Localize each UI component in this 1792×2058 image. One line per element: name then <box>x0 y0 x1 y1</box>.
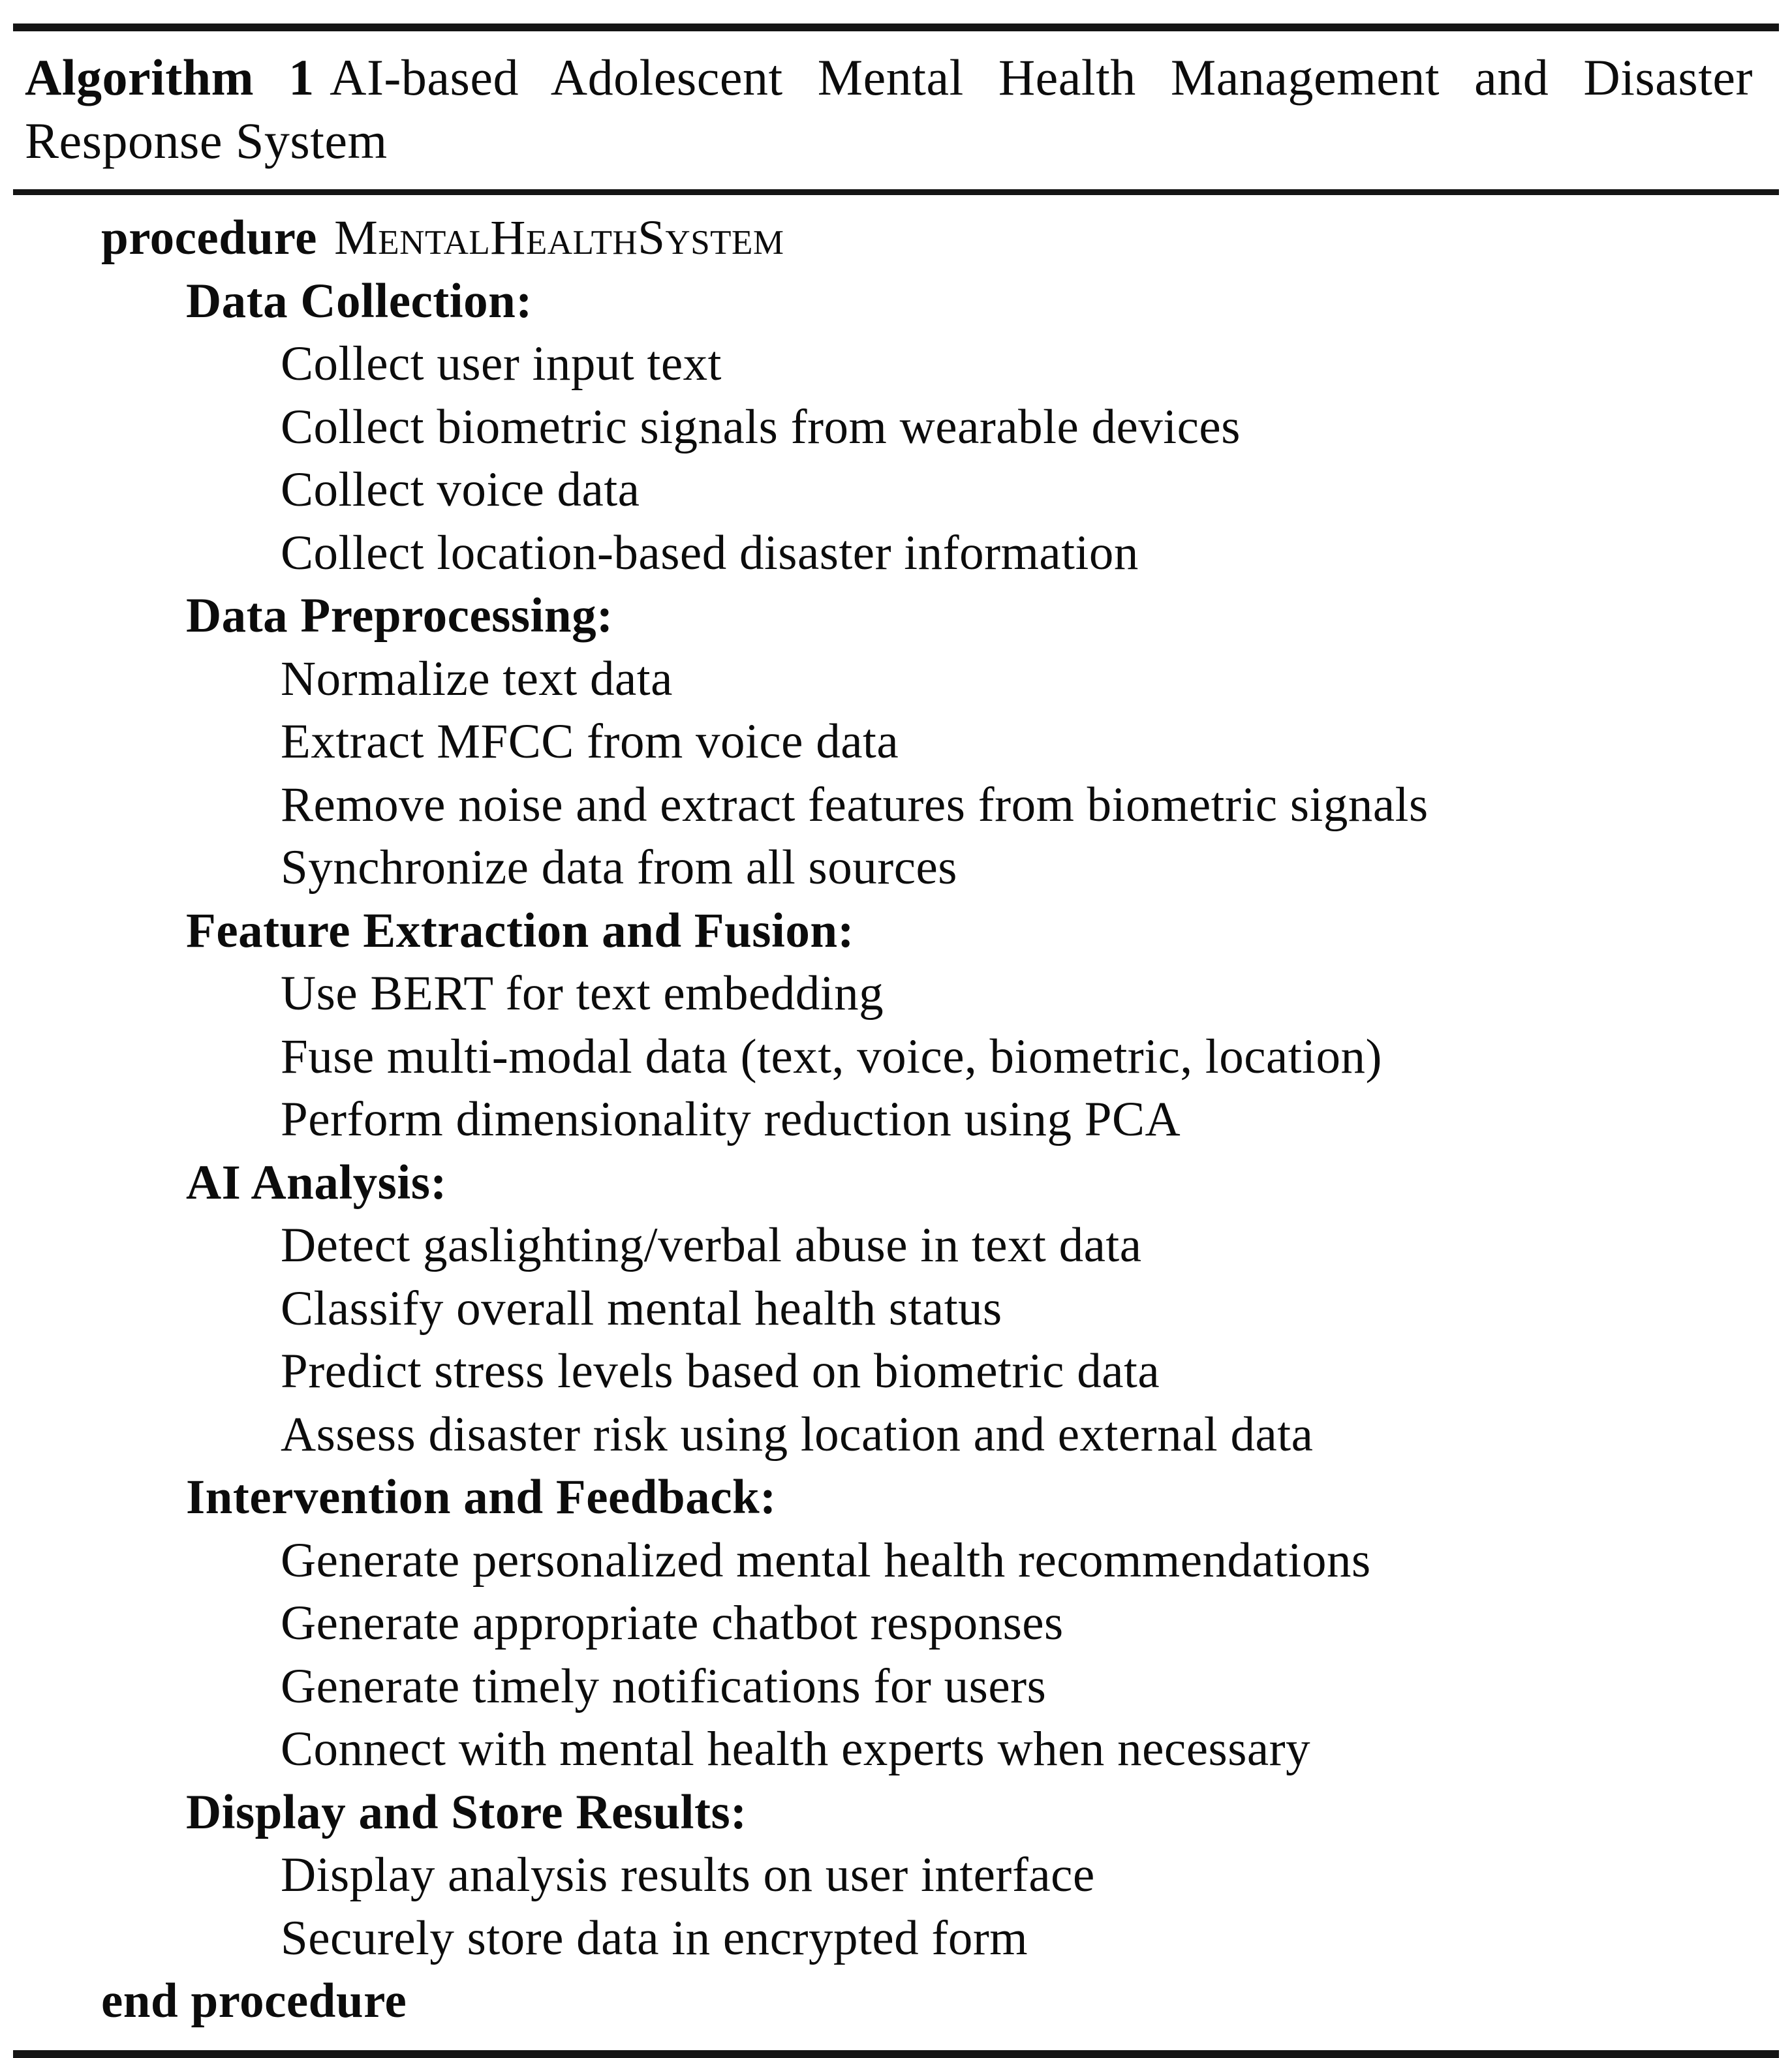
mid-rule <box>13 189 1779 195</box>
step: Generate personalized mental health recommendations <box>281 1533 1371 1588</box>
step: Collect voice data <box>281 463 640 517</box>
algorithm-caption <box>0 31 1792 189</box>
section-heading-ai-analysis: AI Analysis: <box>186 1155 447 1210</box>
step: Predict stress levels based on biometric data <box>281 1344 1160 1398</box>
step: Display analysis results on user interface <box>281 1848 1095 1902</box>
step: Connect with mental health experts when necessary <box>281 1722 1311 1776</box>
section-heading-data-collection: Data Collection: <box>186 273 533 328</box>
step: Assess disaster risk using location and external data <box>281 1407 1314 1462</box>
section-heading-display-store: Display and Store Results: <box>186 1785 747 1839</box>
algorithm-title: AI-based Adolescent Mental Health Management and Disaster Response System <box>25 49 1753 169</box>
step: Perform dimensionality reduction using PCA <box>281 1092 1181 1146</box>
step: Fuse multi-modal data (text, voice, biometric, location) <box>281 1029 1382 1084</box>
step: Normalize text data <box>281 651 673 706</box>
algorithm-body <box>0 195 1792 2050</box>
step: Securely store data in encrypted form <box>281 1911 1028 1965</box>
step: Collect user input text <box>281 337 722 391</box>
step: Collect location-based disaster information <box>281 525 1139 580</box>
step: Remove noise and extract features from biometric signals <box>281 777 1429 832</box>
procedure-keyword: procedure <box>101 211 317 265</box>
step: Detect gaslighting/verbal abuse in text data <box>281 1218 1142 1272</box>
step: Classify overall mental health status <box>281 1281 1002 1336</box>
section-heading-intervention-feedback: Intervention and Feedback: <box>186 1470 777 1524</box>
step: Extract MFCC from voice data <box>281 714 899 769</box>
step: Generate timely notifications for users <box>281 1659 1047 1713</box>
top-rule <box>13 23 1779 31</box>
end-procedure-line: end procedure <box>101 1974 407 2028</box>
step: Generate appropriate chatbot responses <box>281 1596 1064 1650</box>
step: Synchronize data from all sources <box>281 840 957 895</box>
section-heading-feature-extraction: Feature Extraction and Fusion: <box>186 903 855 958</box>
step: Collect biometric signals from wearable devices <box>281 399 1241 454</box>
section-heading-data-preprocessing: Data Preprocessing: <box>186 589 613 643</box>
procedure-name: MentalHealthSystem <box>334 211 784 265</box>
procedure-line <box>0 207 1792 270</box>
algorithm-label: Algorithm 1 <box>25 49 315 106</box>
bottom-rule <box>13 2050 1779 2058</box>
step: Use BERT for text embedding <box>281 966 884 1021</box>
